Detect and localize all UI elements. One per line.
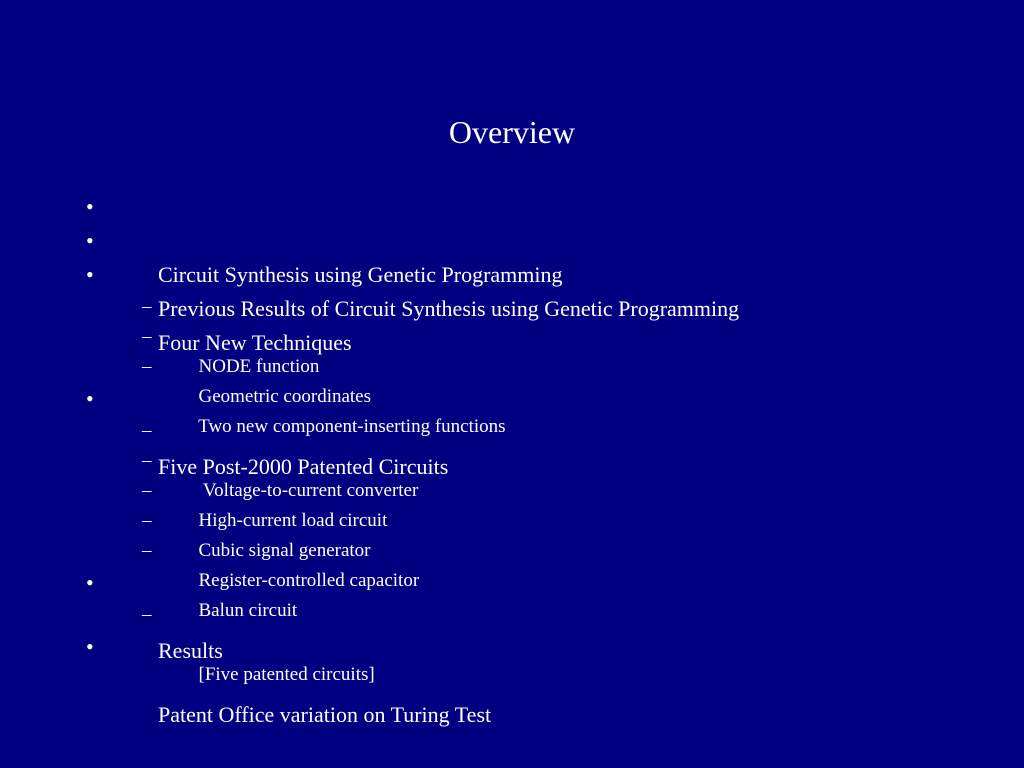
- dash-marker: –: [142, 296, 152, 317]
- sub-bullet-text: Two new component-inserting functions: [198, 416, 506, 437]
- bullet-text: Results: [158, 638, 223, 663]
- bullet-marker: •: [86, 386, 94, 411]
- dash-marker: –: [142, 450, 152, 471]
- dash-marker: –: [142, 604, 152, 625]
- sub-bullet-text: Cubic signal generator: [198, 540, 371, 561]
- dash-marker: –: [142, 540, 152, 561]
- sub-bullet-text: NODE function: [198, 356, 320, 377]
- bullet-item: [86, 190, 986, 287]
- bullet-text: Patent Office variation on Turing Test: [158, 702, 492, 727]
- sub-bullet-text: Voltage-to-current converter: [198, 480, 419, 501]
- slide-title: Overview: [448, 114, 576, 150]
- bullet-marker: •: [86, 262, 94, 287]
- bullet-marker: •: [86, 634, 94, 659]
- sub-bullet-text: [Five patented circuits]: [198, 664, 375, 685]
- bullet-list: [86, 190, 986, 727]
- bullet-text: Five Post-2000 Patented Circuits: [158, 454, 449, 479]
- sub-bullet-text: Register-controlled capacitor: [198, 570, 420, 591]
- sub-bullet-text: High-current load circuit: [198, 510, 388, 531]
- dash-marker: –: [142, 510, 152, 531]
- bullet-item: [86, 224, 986, 321]
- bullet-marker: •: [86, 228, 94, 253]
- bullet-text: Four New Techniques: [158, 330, 352, 355]
- sub-bullet-text: Balun circuit: [198, 600, 298, 621]
- bullet-marker: •: [86, 570, 94, 595]
- bullet-text: Circuit Synthesis using Genetic Programming: [158, 262, 563, 287]
- dash-marker: –: [142, 356, 152, 377]
- bullet-text: Previous Results of Circuit Synthesis using Genetic Programming: [158, 296, 740, 321]
- dash-marker: –: [142, 480, 152, 501]
- bullet-marker: •: [86, 194, 94, 219]
- dash-marker: –: [142, 326, 152, 347]
- sub-bullet-text: Geometric coordinates: [198, 386, 372, 407]
- dash-marker: –: [142, 420, 152, 441]
